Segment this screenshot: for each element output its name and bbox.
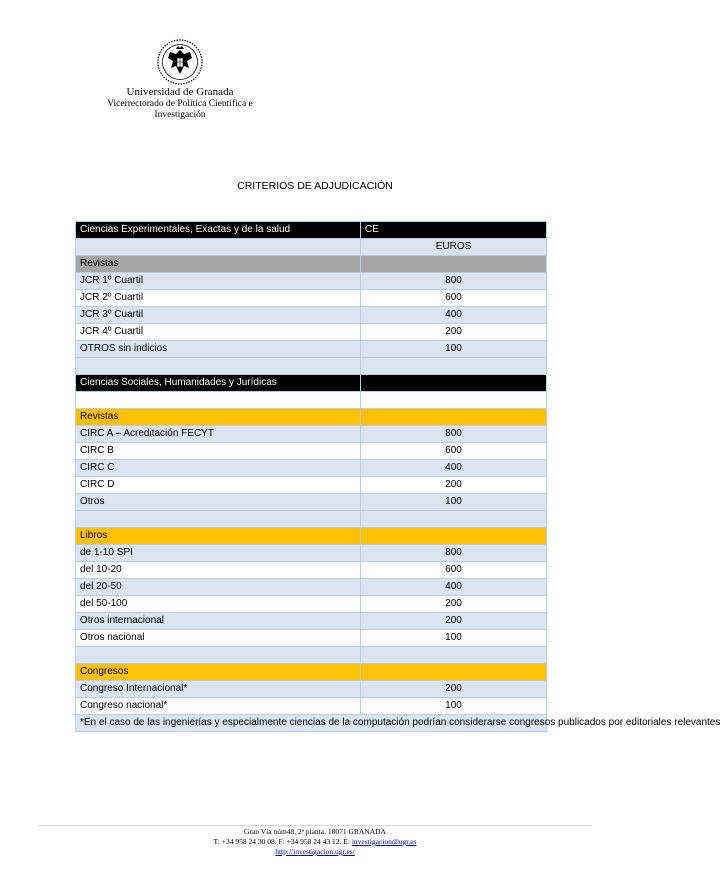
- table-row: [76, 273, 547, 290]
- row-label: Otros: [76, 494, 361, 511]
- row-amount: 100: [361, 698, 547, 715]
- spacer-row: [76, 392, 547, 409]
- row-amount: 200: [361, 681, 547, 698]
- table-row: [76, 681, 547, 698]
- category-title: Revistas: [76, 256, 361, 273]
- row-amount: 100: [361, 341, 547, 358]
- table-row: [76, 630, 547, 647]
- spacer-row: [76, 647, 547, 664]
- row-amount: 200: [361, 324, 547, 341]
- section-header-row: [76, 222, 547, 239]
- row-amount: 400: [361, 579, 547, 596]
- empty-cell: [361, 528, 547, 545]
- row-label: JCR 4º Cuartil: [76, 324, 361, 341]
- table-row: [76, 341, 547, 358]
- row-label: Otros nacional: [76, 630, 361, 647]
- row-amount: 800: [361, 545, 547, 562]
- footer-contact: T: +34 958 24 30 08. F: +34 958 24 43 12. E:: [213, 837, 350, 846]
- currency-row: [76, 239, 547, 256]
- criteria-table: [75, 221, 720, 732]
- table-row: [76, 426, 547, 443]
- column-header: CE: [361, 222, 547, 239]
- footer-address: Gran Vía núm48, 2ª planta. 18071 GRANADA: [244, 827, 386, 836]
- row-label: Otros internacional: [76, 613, 361, 630]
- table-row: [76, 562, 547, 579]
- row-label: CIRC C: [76, 460, 361, 477]
- table-row: [76, 494, 547, 511]
- row-label: Congreso nacional*: [76, 698, 361, 715]
- footer: [0, 827, 630, 857]
- empty-cell: [361, 664, 547, 681]
- spacer-row: [76, 511, 547, 528]
- table-row: [76, 324, 547, 341]
- row-label: del 50-100: [76, 596, 361, 613]
- row-label: CIRC B: [76, 443, 361, 460]
- footer-email-link[interactable]: investigacion@ugr.es: [351, 837, 417, 846]
- empty-cell: [361, 409, 547, 426]
- row-amount: 600: [361, 443, 547, 460]
- row-label: JCR 1º Cuartil: [76, 273, 361, 290]
- row-amount: 200: [361, 613, 547, 630]
- table-row: [76, 545, 547, 562]
- row-label: CIRC D: [76, 477, 361, 494]
- row-amount: 200: [361, 596, 547, 613]
- category-title: Congresos: [76, 664, 361, 681]
- category-header-row: [76, 664, 547, 681]
- table-row: [76, 596, 547, 613]
- category-header-row: [76, 528, 547, 545]
- row-label: JCR 2º Cuartil: [76, 290, 361, 307]
- category-header-row: [76, 256, 547, 273]
- university-name: Universidad de Granada: [126, 86, 234, 98]
- category-title: Libros: [76, 528, 361, 545]
- footnote-text: *En el caso de las ingenierías y especialmente ciencias de la computación podrían considerarse congresos publicados por editoriales relevantes: [76, 715, 547, 732]
- row-label: de 1-10 SPI: [76, 545, 361, 562]
- row-amount: 800: [361, 426, 547, 443]
- footer-contact-line: [0, 837, 630, 847]
- footer-website-link[interactable]: http://investigacion.ugr.es/: [275, 847, 355, 856]
- row-label: del 10-20: [76, 562, 361, 579]
- document-title: CRITERIOS DE ADJUDICACIÓN: [237, 180, 393, 192]
- empty-cell: [361, 375, 547, 392]
- empty-cell: [76, 239, 361, 256]
- table-row: [76, 579, 547, 596]
- table-row: [76, 613, 547, 630]
- row-label: Congreso Internacional*: [76, 681, 361, 698]
- table-row: [76, 443, 547, 460]
- row-amount: 600: [361, 290, 547, 307]
- row-amount: 100: [361, 494, 547, 511]
- letterhead: [90, 38, 270, 121]
- section-title: Ciencias Experimentales, Exactas y de la salud: [76, 222, 361, 239]
- university-seal-icon: [156, 38, 204, 86]
- spacer-row: [76, 358, 547, 375]
- currency-label: EUROS: [361, 239, 547, 256]
- table-row: [76, 698, 547, 715]
- row-amount: 100: [361, 630, 547, 647]
- row-amount: 800: [361, 273, 547, 290]
- section-title: Ciencias Sociales, Humanidades y Jurídicas: [76, 375, 361, 392]
- footer-website-line: [0, 847, 630, 857]
- row-label: del 20-50: [76, 579, 361, 596]
- vicerrectorado-line-1: Vicerrectorado de Política Científica e: [107, 99, 253, 109]
- table-row: [76, 307, 547, 324]
- note-row: [76, 715, 547, 732]
- row-label: JCR 3º Cuartil: [76, 307, 361, 324]
- row-label: OTROS sin indicios: [76, 341, 361, 358]
- category-header-row: [76, 409, 547, 426]
- row-label: CIRC A – Acreditación FECYT: [76, 426, 361, 443]
- row-amount: 400: [361, 307, 547, 324]
- row-amount: 200: [361, 477, 547, 494]
- vicerrectorado-line-2: Investigación: [154, 110, 206, 120]
- row-amount: 600: [361, 562, 547, 579]
- footer-divider: [38, 825, 592, 826]
- row-amount: 400: [361, 460, 547, 477]
- table-row: [76, 477, 547, 494]
- section-header-row: [76, 375, 547, 392]
- table-row: [76, 460, 547, 477]
- table-row: [76, 290, 547, 307]
- category-title: Revistas: [76, 409, 361, 426]
- empty-cell: [361, 256, 547, 273]
